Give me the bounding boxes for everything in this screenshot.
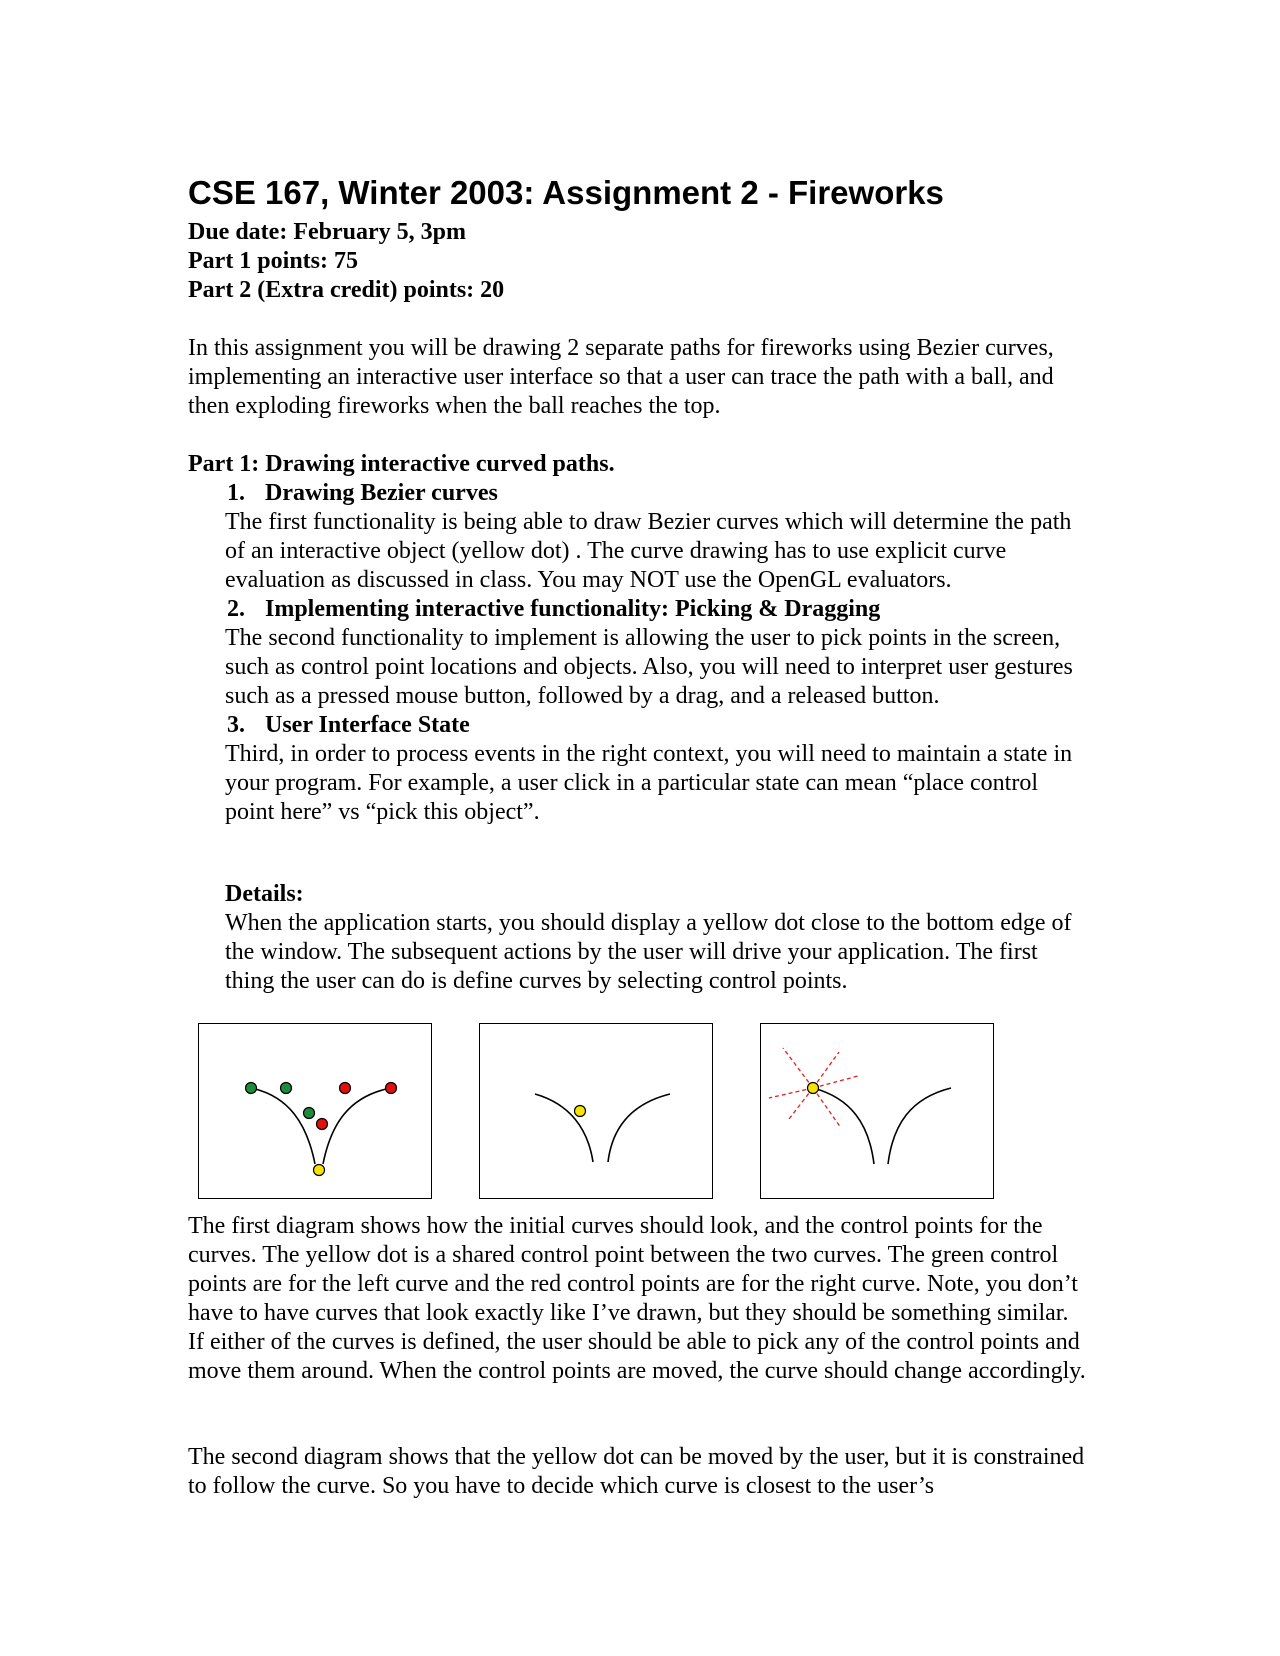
left-bezier-curve — [251, 1088, 315, 1164]
item-number: 1. — [227, 480, 245, 506]
red-control-point — [340, 1083, 351, 1094]
diagram-1-svg — [199, 1024, 433, 1200]
yellow-dot-exploding — [808, 1083, 819, 1094]
item-title: Drawing Bezier curves — [265, 480, 498, 506]
item-number: 3. — [227, 712, 245, 738]
due-date: Due date: February 5, 3pm — [188, 219, 466, 245]
explosion-ray — [813, 1076, 858, 1088]
assignment-meta — [188, 218, 504, 305]
explosion-ray — [783, 1048, 813, 1088]
green-control-point — [304, 1108, 315, 1119]
item-3-heading — [188, 711, 1088, 740]
intro-paragraph: In this assignment you will be drawing 2 separate paths for fireworks using Bezier curves, implementing an interactive user interface so that a user can trace the path with a ball, and then exploding fireworks when the ball reaches the top. — [188, 335, 1054, 419]
item-number: 2. — [227, 596, 245, 622]
diagram-initial-curves — [198, 1023, 432, 1199]
item-2-heading — [188, 595, 1088, 624]
part1-points: Part 1 points: 75 — [188, 248, 358, 274]
diagram-row — [198, 1023, 998, 1205]
item-2-body: The second functionality to implement is allowing the user to pick points in the screen, such as control point locations and objects. Also, you will need to interpret user gestures such as a pressed mouse button, followed by a drag, and a released button. — [225, 625, 1073, 709]
item-1-heading — [188, 479, 1088, 508]
part1-section — [188, 450, 1088, 827]
red-control-point — [386, 1083, 397, 1094]
diagram-dot-on-curve — [479, 1023, 713, 1199]
left-bezier-curve — [535, 1094, 593, 1162]
item-1-body: The first functionality is being able to draw Bezier curves which will determine the path of an interactive object (yellow dot) . The curve drawing has to use explicit curve evaluation as discussed in class. You may NOT use the OpenGL evaluators. — [225, 509, 1072, 593]
details-body: When the application starts, you should display a yellow dot close to the bottom edge of the window. The subsequent actions by the user will drive your application. The first thing the user can do is define curves by selecting control points. — [225, 910, 1072, 994]
green-control-point — [246, 1083, 257, 1094]
diagram-3-svg — [761, 1024, 995, 1200]
details-heading: Details: — [225, 881, 304, 907]
item-title: Implementing interactive functionality: Picking & Dragging — [265, 596, 881, 622]
red-control-point — [317, 1119, 328, 1130]
part2-points: Part 2 (Extra credit) points: 20 — [188, 277, 505, 303]
right-bezier-curve — [608, 1094, 670, 1162]
part1-heading: Part 1: Drawing interactive curved paths. — [188, 451, 615, 477]
right-bezier-curve — [323, 1088, 391, 1164]
explosion-ray — [813, 1088, 841, 1128]
diagram-2-svg — [480, 1024, 714, 1200]
second-diagram-paragraph: The second diagram shows that the yellow dot can be moved by the user, but it is constrained to follow the curve. So you have to decide which curve is closest to the user’s — [188, 1444, 1085, 1499]
diagram-explanation-paragraph: The first diagram shows how the initial curves should look, and the control points for the curves. The yellow dot is a shared control point between the two curves. The green control points are for the left curve and the red control points are for the right curve. Note, you don’t have to have curves that look exactly like I’ve drawn, but they should be something similar. If either of the curves is defined, the user should be able to pick any of the control points and move them around. When the control points are moved, the curve should change accordingly. — [188, 1213, 1086, 1384]
document-title: CSE 167, Winter 2003: Assignment 2 - Fireworks — [188, 174, 944, 211]
details-section — [225, 880, 1091, 996]
yellow-shared-point — [314, 1165, 325, 1176]
item-title: User Interface State — [265, 712, 470, 738]
item-3-body: Third, in order to process events in the right context, you will need to maintain a state in your program. For example, a user click in a particular state can mean “place control point here” vs “pick this object”. — [225, 741, 1073, 825]
left-bezier-curve — [813, 1088, 874, 1164]
right-bezier-curve — [888, 1088, 951, 1164]
yellow-dot — [575, 1106, 586, 1117]
diagram-explosion — [760, 1023, 994, 1199]
green-control-point — [281, 1083, 292, 1094]
